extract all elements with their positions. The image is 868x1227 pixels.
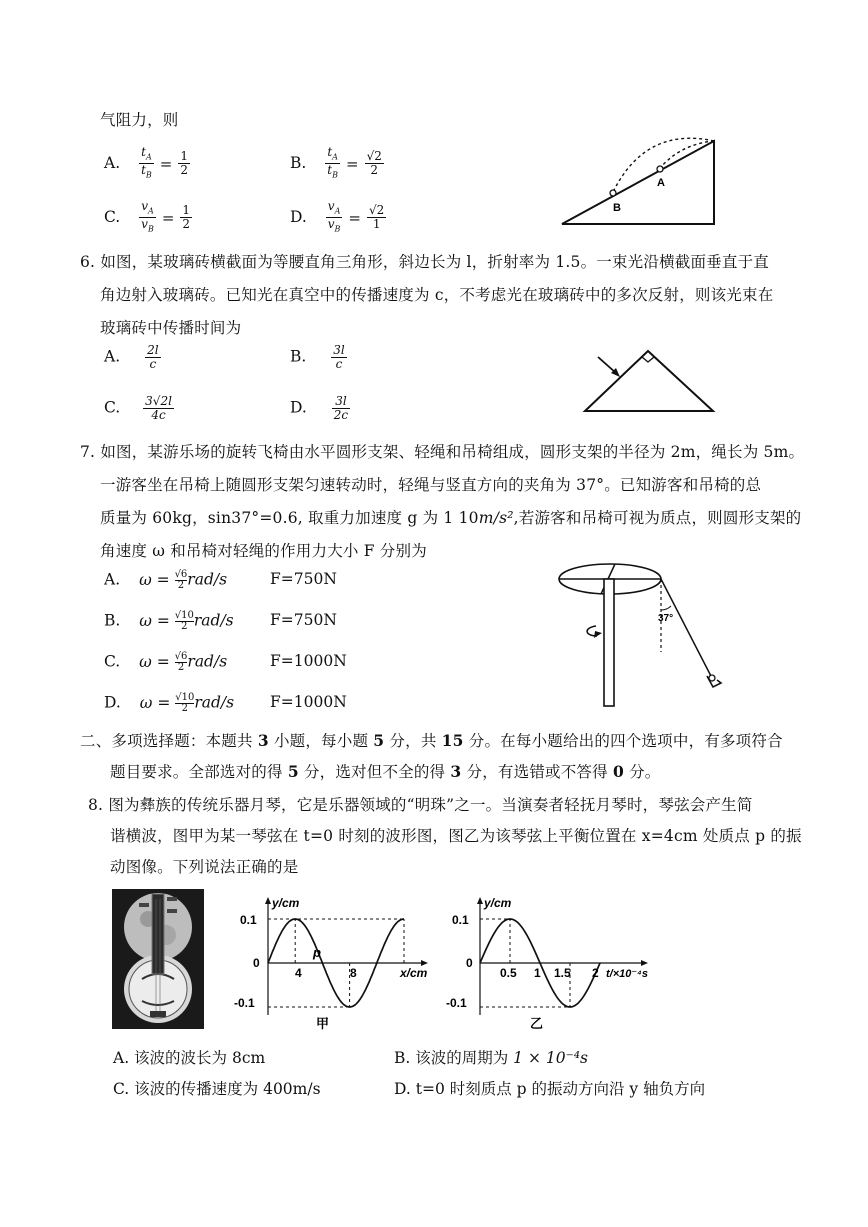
right-angle-mark	[642, 357, 654, 362]
q7-option-c[interactable]: C. ω = $\frac{√6}{2}rad/s$	[104, 651, 228, 673]
lhs-fraction: $\frac{t_A}{t_B}$	[141, 145, 152, 180]
fraction: $\frac{3√2l}{4c}$	[145, 394, 172, 422]
q7-line-2: 一游客坐在吊椅上随圆形支架匀速转动时，轻绳与竖直方向的夹角为 37°。已知游客和吊椅的总	[100, 476, 762, 494]
section-2-line-1: 二、多项选择题：本题共 3 小题，每小题 5 分，共 15 分。在每小题给出的四个选项中，有多项符合	[80, 731, 783, 750]
point-p-label: p	[313, 945, 321, 960]
q6-option-c[interactable]	[104, 395, 174, 422]
y-axis-label: y/cm	[272, 896, 300, 910]
q6-line-2: 角边射入玻璃砖。已知光在真空中的传播速度为 c，不考虑光在玻璃砖中的多次反射，则该光束在	[100, 286, 774, 304]
lhs-fraction: $\frac{v_A}{v_B}$	[327, 199, 341, 234]
y-tick-top: 0.1	[240, 913, 257, 927]
q6-line-1: 6. 如图，某玻璃砖横截面为等腰直角三角形，斜边长为 l，折射率为 1.5。一束光沿横截面垂直于直	[80, 253, 769, 271]
fraction: $\frac{2l}{c}$	[147, 343, 159, 371]
incline-triangle	[562, 141, 714, 224]
central-pole	[604, 579, 614, 706]
option-label: D.	[290, 207, 307, 226]
q5-option-b[interactable]: B. $\frac{t_A}{t_B}$ = $\frac{√2}{2}$	[290, 145, 382, 180]
fraction: $\frac{√10}{2}$	[174, 610, 194, 632]
caption-yi: 乙	[530, 1016, 544, 1031]
option-label: B.	[290, 347, 307, 366]
y-tick-top: 0.1	[452, 913, 469, 927]
q6-option-a[interactable]	[104, 344, 161, 371]
x-tick-8: 8	[350, 966, 357, 980]
angle-label: 37°	[658, 613, 674, 624]
q7-line-3: 质量为 60kg，sin37°=0.6, 取重力加速度 g 为 1 10m/s²,若游客和吊椅可视为质点，则圆形支架的	[100, 509, 802, 527]
q8-option-b[interactable]: B. 该波的周期为 1 × 10⁻⁴s	[394, 1049, 588, 1067]
q8-option-d[interactable]: D. t=0 时刻质点 p 的振动方向沿 y 轴负方向	[394, 1080, 706, 1098]
q6-line-3: 玻璃砖中传播时间为	[100, 319, 242, 337]
rope	[661, 579, 713, 680]
option-label: B.	[290, 153, 307, 172]
rhs-fraction: $\frac{1}{2}$	[182, 203, 191, 232]
fraction: $\frac{√6}{2}$	[174, 651, 188, 673]
q5-option-d[interactable]: D. $\frac{v_A}{v_B}$ = $\frac{√2}{1}$	[290, 199, 385, 234]
rhs-fraction: $\frac{1}{2}$	[180, 149, 188, 178]
q7-option-b-force: F=750N	[270, 611, 337, 629]
graph-jia	[228, 893, 438, 1033]
t-axis-label: t/×10⁻⁴s	[606, 968, 648, 980]
option-label: A.	[104, 153, 121, 172]
q8-line-1: 8. 图为彝族的传统乐器月琴，它是乐器领域的“明珠”之一。当演奏者轻抚月琴时，琴弦会产生简	[88, 796, 753, 814]
q5-option-a[interactable]: A. $\frac{t_A}{t_B}$ = $\frac{1}{2}$	[104, 145, 188, 180]
light-ray	[598, 357, 616, 373]
passenger	[709, 675, 715, 681]
yueqin-photo	[112, 889, 204, 1029]
x-tick-4: 4	[295, 966, 302, 980]
q6-prism-figure	[580, 347, 720, 417]
q8-option-a[interactable]: A. 该波的波长为 8cm	[113, 1049, 266, 1067]
label-a: A	[657, 177, 665, 189]
yueqin-neck	[152, 894, 164, 974]
q7-line-1: 7. 如图，某游乐场的旋转飞椅由水平圆形支架、轻绳和吊椅组成，圆形支架的半径为 2m，绳长为 5m。	[80, 443, 805, 461]
ball-b	[610, 190, 616, 196]
option-label: A.	[104, 347, 121, 366]
option-label: C.	[104, 652, 121, 671]
q5-option-c[interactable]: C. $\frac{v_A}{v_B}$ = $\frac{1}{2}$	[104, 199, 191, 234]
q8-option-c[interactable]: C. 该波的传播速度为 400m/s	[113, 1080, 321, 1098]
lhs-fraction: $\frac{t_A}{t_B}$	[327, 145, 338, 180]
y-tick-zero: 0	[253, 956, 260, 970]
q6-option-b[interactable]	[290, 344, 347, 371]
caption-jia: 甲	[316, 1016, 330, 1031]
t-tick-2: 2	[592, 966, 599, 980]
y-tick-bottom: -0.1	[446, 996, 467, 1010]
prism-triangle	[585, 351, 713, 411]
q7-option-c-force: F=1000N	[270, 652, 347, 670]
option-label: C.	[104, 207, 121, 226]
q7-line-4: 角速度 ω 和吊椅对轻绳的作用力大小 F 分别为	[100, 542, 427, 560]
ball-a	[657, 166, 663, 172]
q7-option-a[interactable]: A. ω = $\frac{√6}{2}rad/s$	[104, 569, 228, 591]
q7-swing-figure	[555, 556, 730, 708]
q7-option-a-force: F=750N	[270, 570, 337, 588]
y-tick-bottom: -0.1	[234, 996, 255, 1010]
q8-line-2: 谐横波，图甲为某一琴弦在 t=0 时刻的波形图，图乙为该琴弦上平衡位置在 x=4cm 处质点 p 的振	[110, 827, 802, 845]
y-axis-label: y/cm	[484, 896, 512, 910]
fraction: $\frac{√10}{2}$	[175, 692, 195, 714]
q5-incline-figure	[556, 136, 722, 232]
t-tick-1.5: 1.5	[554, 966, 571, 980]
option-label: B.	[104, 611, 121, 630]
q8-line-3: 动图像。下列说法正确的是	[110, 858, 299, 876]
option-label: C.	[104, 398, 121, 417]
rotation-arrow-head	[594, 631, 602, 638]
lhs-fraction: $\frac{v_A}{v_B}$	[141, 199, 154, 234]
fraction: $\frac{3l}{c}$	[333, 343, 345, 371]
label-b: B	[613, 202, 621, 214]
option-label: A.	[104, 570, 121, 589]
fraction: $\frac{√6}{2}$	[174, 569, 188, 591]
q7-option-d-force: F=1000N	[270, 693, 347, 711]
t-tick-0.5: 0.5	[500, 966, 517, 980]
q5-stem-end: 气阻力，则	[100, 111, 179, 129]
option-label: D.	[104, 693, 121, 712]
rhs-fraction: $\frac{√2}{2}$	[366, 149, 382, 178]
q7-option-b[interactable]: B. ω = $\frac{√10}{2}rad/s$	[104, 610, 234, 632]
section-2-line-2: 题目要求。全部选对的得 5 分，选对但不全的得 3 分，有选错或不答得 0 分。	[110, 762, 661, 781]
t-tick-1: 1	[534, 966, 541, 980]
q6-option-d[interactable]	[290, 395, 350, 422]
graph-yi	[444, 893, 664, 1033]
y-tick-zero: 0	[466, 956, 473, 970]
x-axis-label: x/cm	[400, 966, 428, 980]
option-label: D.	[290, 398, 307, 417]
q7-option-d[interactable]: D. ω = $\frac{√10}{2}rad/s$	[104, 692, 235, 714]
rhs-fraction: $\frac{√2}{1}$	[369, 203, 385, 232]
fraction: $\frac{3l}{2c}$	[333, 394, 349, 422]
